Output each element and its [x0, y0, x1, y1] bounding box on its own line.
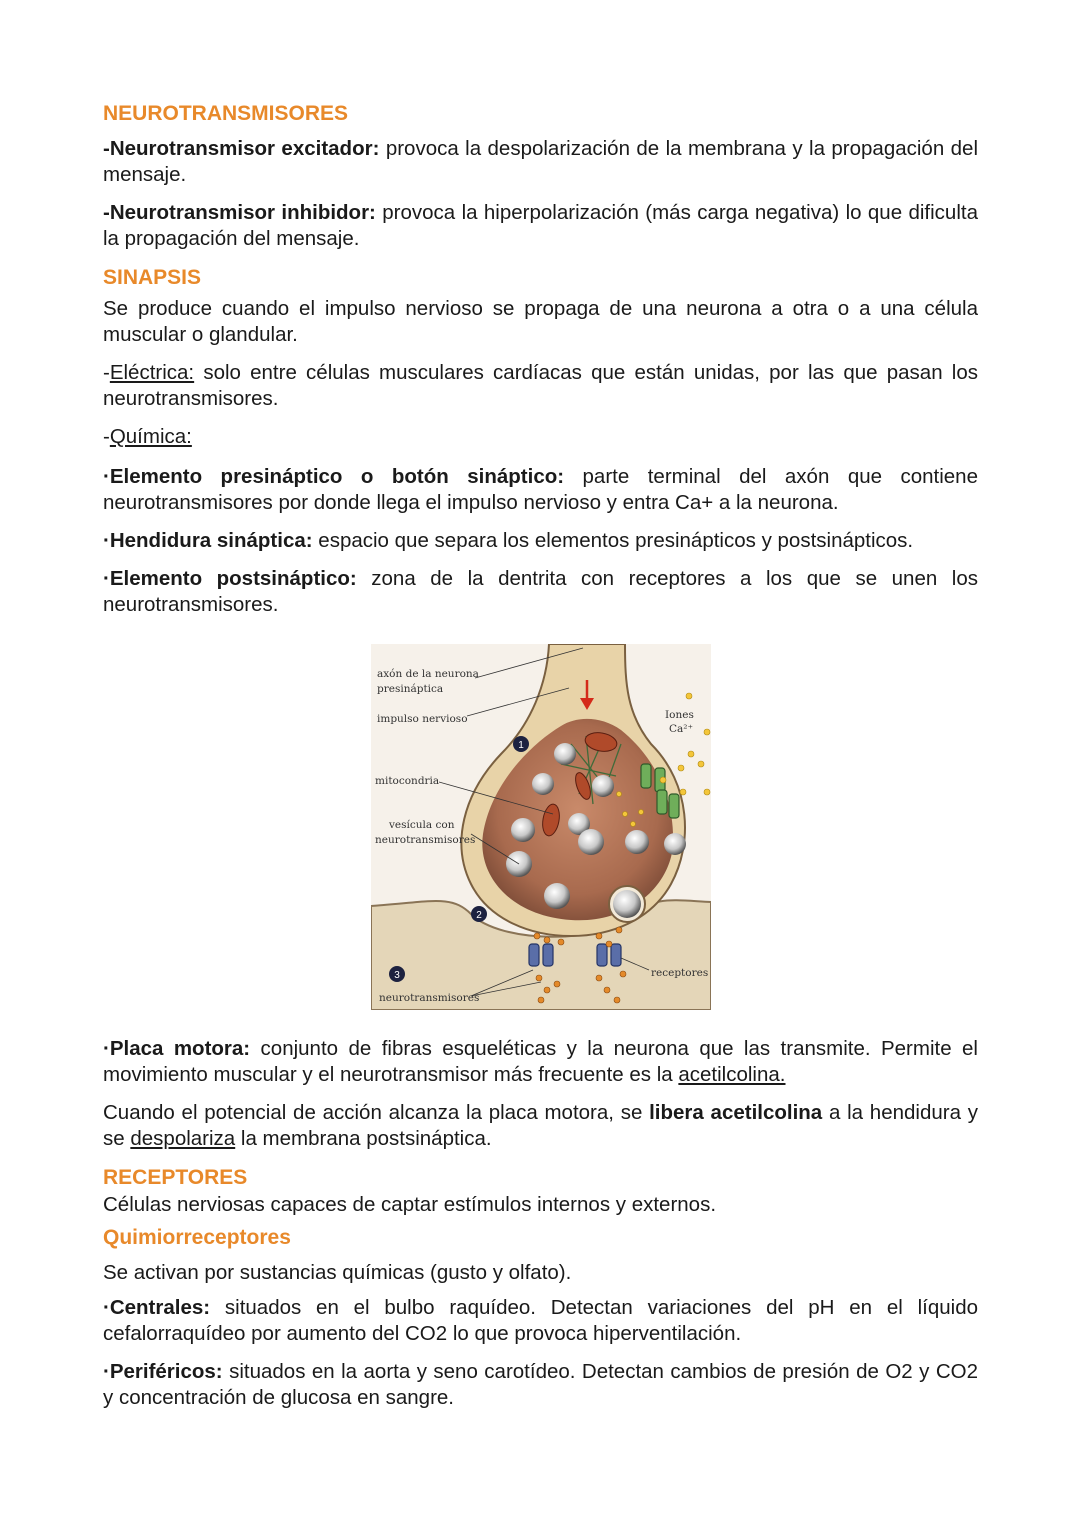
- text-postsinaptico: zona de la dentrita con receptores a los que se unen los neurotransmisores.: [103, 567, 978, 616]
- term-electrica: Eléctrica:: [109, 361, 195, 384]
- paragraph-receptores-intro: Células nerviosas capaces de captar estímulos internos y externos.: [103, 1193, 717, 1216]
- paragraph-quimica: [103, 424, 978, 450]
- paragraph-centrales: [103, 1295, 978, 1347]
- text-b: a la hendidura y se: [103, 1101, 978, 1150]
- term-despolariza: despolariza: [130, 1127, 236, 1150]
- term-presinaptico: ·Elemento presináptico o botón sináptico:: [103, 465, 565, 488]
- text-a: Cuando el potencial de acción alcanza la placa motora, se: [103, 1101, 650, 1124]
- label-vesicle-line2: neurotransmisores: [375, 834, 476, 846]
- term-inhibidor: -Neurotransmisor inhibidor:: [103, 201, 376, 224]
- heading-quimiorreceptores: Quimiorreceptores: [103, 1226, 291, 1249]
- label-receptors: receptores: [651, 967, 709, 979]
- paragraph-quimiorreceptores-intro: Se activan por sustancias químicas (gusto y olfato).: [103, 1261, 572, 1284]
- document-page: [103, 100, 978, 1411]
- paragraph-presinaptico: [103, 464, 978, 516]
- text-centrales: situados en el bulbo raquídeo. Detectan variaciones del pH en el líquido cefalorraquídeo por aumento del CO2 lo que provoca hiperventilación.: [103, 1296, 978, 1345]
- paragraph-postsinaptico: [103, 566, 978, 618]
- term-quimica: Química:: [109, 425, 192, 448]
- term-placa-motora: ·Placa motora:: [103, 1037, 251, 1060]
- text-electrica: solo entre células musculares cardíacas que están unidas, por las que pasan los neurotransmisores.: [103, 361, 978, 410]
- dash: -: [103, 361, 110, 384]
- paragraph-electrica: [103, 360, 978, 412]
- text-placa-motora: conjunto de fibras esqueléticas y la neurona que las transmite. Permite el movimiento muscular y el neurotransmisor más frecuente es la: [103, 1037, 978, 1086]
- paragraph-placa-motora: [103, 1036, 978, 1088]
- heading-receptores: RECEPTORES: [103, 1166, 248, 1189]
- label-axon-line2: presináptica: [377, 683, 444, 695]
- term-hendidura: ·Hendidura sináptica:: [103, 529, 313, 552]
- term-acetilcolina: acetilcolina.: [678, 1063, 786, 1086]
- label-neurotransmitters: neurotransmisores: [379, 992, 480, 1004]
- label-ions-line2: Ca²⁺: [669, 723, 694, 735]
- paragraph-potencial-accion: [103, 1100, 978, 1152]
- badge-3: 3: [394, 970, 400, 981]
- paragraph-hendidura: [103, 528, 978, 554]
- term-libera-acetilcolina: libera acetilcolina: [649, 1101, 823, 1124]
- label-impulse: impulso nervioso: [377, 713, 468, 725]
- label-ions-line1: Iones: [665, 709, 694, 721]
- text-inhibidor: provoca la hiperpolarización (más carga negativa) lo que dificulta la propagación del mensaje.: [103, 201, 978, 250]
- badge-1: 1: [518, 740, 524, 751]
- term-centrales: ·Centrales:: [103, 1296, 211, 1319]
- text-excitador: provoca la despolarización de la membrana y la propagación del mensaje.: [103, 137, 979, 186]
- text-presinaptico: parte terminal del axón que contiene neurotransmisores por donde llega el impulso nervioso y entra Ca+ a la neurona.: [103, 465, 978, 514]
- heading-neurotransmisores: NEUROTRANSMISORES: [103, 102, 349, 125]
- text-c: la membrana postsináptica.: [235, 1127, 492, 1150]
- label-mitochondria: mitocondria: [375, 775, 440, 787]
- term-perifericos: ·Periféricos:: [103, 1360, 223, 1383]
- paragraph-perifericos: [103, 1359, 978, 1411]
- badge-2: 2: [476, 910, 482, 921]
- dash: -: [103, 425, 110, 448]
- label-axon-line1: axón de la neurona: [377, 668, 479, 680]
- synapse-illustration: [371, 644, 711, 1010]
- heading-sinapsis: SINAPSIS: [103, 266, 202, 289]
- text-hendidura: espacio que separa los elementos presinápticos y postsinápticos.: [312, 529, 914, 552]
- label-vesicle-line1: vesícula con: [389, 819, 455, 831]
- synapse-diagram: [371, 644, 711, 1010]
- term-excitador: -Neurotransmisor excitador:: [103, 137, 380, 160]
- paragraph-excitador: [103, 136, 978, 188]
- paragraph-inhibidor: [103, 200, 978, 252]
- paragraph-sinapsis-intro: Se produce cuando el impulso nervioso se propaga de una neurona a otra o a una célula muscular o glandular.: [103, 297, 978, 346]
- term-postsinaptico: ·Elemento postsináptico:: [103, 567, 357, 590]
- text-perifericos: situados en la aorta y seno carotídeo. Detectan cambios de presión de O2 y CO2 y concentración de glucosa en sangre.: [103, 1360, 978, 1409]
